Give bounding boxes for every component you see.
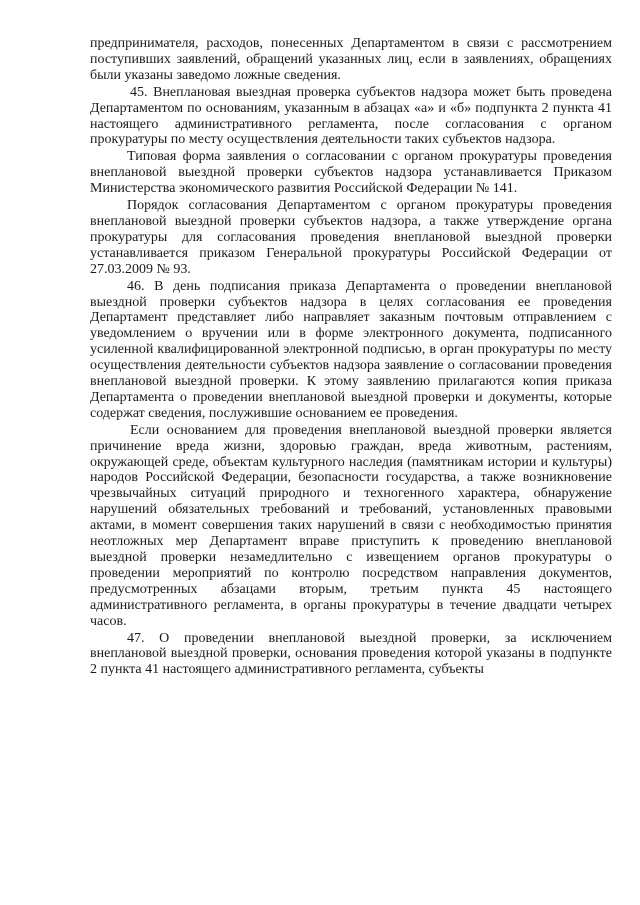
paragraph-approval-procedure: Порядок согласования Департаментом с органом прокуратуры проведения внеплановой выездной проверки субъектов надзора, а также утверждение органа прокуратуры для согласования проведения внеплановой выездной проверки устанавливается приказом Генеральной прокуратуры Российской Федерации от 27.03.2009 № 93. bbox=[90, 198, 612, 277]
paragraph-47: 47. О проведении внеплановой выездной проверки, за исключением внеплановой выездной проверки, основания проведения которой указаны в подпункте 2 пункта 41 настоящего административного регламента, субъекты bbox=[90, 630, 612, 678]
paragraph-urgent-grounds: Если основанием для проведения внеплановой выездной проверки является причинение вреда жизни, здоровью граждан, вреда животным, растениям, окружающей среде, объектам культурного наследия (памятникам истории и культуры) народов Российской Федерации, безопасности государства, а также возникновение чрезвычайных ситуаций природного и техногенного характера, обнаружение нарушений обязательных требований и требований, установленных правовыми актами, в момент совершения таких нарушений в связи с необходимостью принятия неотложных мер Департамент вправе приступить к проведению внеплановой выездной проверки незамедлительно с извещением органов прокуратуры о проведении мероприятий по контролю посредством направления документов, предусмотренных абзацами вторым, третьим пункта 45 настоящего административного регламента, в органы прокуратуры в течение двадцати четырех часов. bbox=[90, 422, 612, 629]
paragraph-45: 45. Внеплановая выездная проверка субъектов надзора может быть проведена Департаментом по основаниям, указанным в абзацах «а» и «б» подпункта 2 пункта 41 настоящего административного регламента, после согласования с органом прокуратуры по месту осуществления деятельности таких субъектов надзора. bbox=[90, 84, 612, 148]
paragraph-continuation: предпринимателя, расходов, понесенных Департаментом в связи с рассмотрением поступивших заявлений, обращений указанных лиц, если в заявлениях, обращениях были указаны заведомо ложные сведения. bbox=[90, 36, 612, 83]
paragraph-46: 46. В день подписания приказа Департамента о проведении внеплановой выездной проверки субъектов надзора в целях согласования ее проведения Департамент представляет либо направляет заказным почтовым отправлением с уведомлением о вручении или в форме электронного документа, подписанного усиленной квалифицированной электронной подписью, в орган прокуратуры по месту осуществления деятельности субъектов надзора заявление о согласовании проведения внеплановой выездной проверки. К этому заявлению прилагаются копия приказа Департамента о проведении внеплановой выездной проверки и документы, которые содержат сведения, послужившие основанием ее проведения. bbox=[90, 278, 612, 421]
paragraph-typical-form: Типовая форма заявления о согласовании с органом прокуратуры проведения внеплановой выездной проверки субъектов надзора устанавливается Приказом Министерства экономического развития Российской Федерации № 141. bbox=[90, 149, 612, 197]
